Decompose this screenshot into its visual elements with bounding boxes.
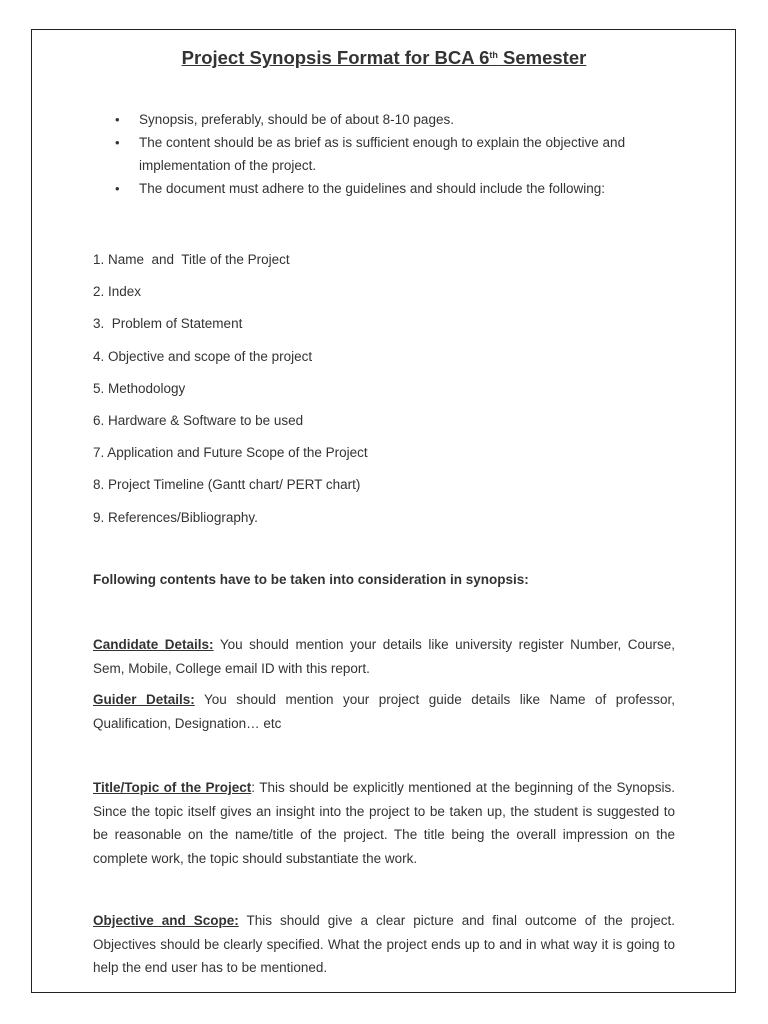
candidate-details-paragraph: Candidate Details: You should mention your details like university register Number, Course, Sem, Mobile, College email ID with this report. xyxy=(93,637,675,676)
title-topic-label: Title/Topic of the Project xyxy=(93,780,252,795)
contents-item: 1. Name and Title of the Project xyxy=(93,252,290,267)
guider-details-label: Guider Details: xyxy=(93,692,195,707)
bullet-item: • Synopsis, preferably, should be of about 8-10 pages. xyxy=(115,108,675,131)
contents-list xyxy=(93,250,368,540)
bullet-item: • The content should be as brief as is sufficient enough to explain the objective and implementation of the project. xyxy=(115,131,675,177)
contents-item: 7. Application and Future Scope of the Project xyxy=(93,445,368,461)
contents-item: 4. Objective and scope of the project xyxy=(93,348,313,364)
contents-item: 2. Index xyxy=(93,284,142,300)
page-title: Project Synopsis Format for BCA 6th Semester xyxy=(181,47,587,68)
title-superscript: th xyxy=(489,50,498,60)
consideration-heading: Following contents have to be taken into consideration in synopsis: xyxy=(93,572,529,587)
bullet-item: • The document must adhere to the guidelines and should include the following: xyxy=(115,177,675,200)
guider-details-paragraph: Guider Details: You should mention your project guide details like Name of professor, Qualification, Designation… etc xyxy=(93,692,675,731)
candidate-details-label: Candidate Details: xyxy=(93,637,214,652)
contents-item: 6. Hardware & Software to be used xyxy=(93,412,304,428)
objective-scope-label: Objective and Scope: xyxy=(93,913,239,928)
objective-scope-paragraph: Objective and Scope: This should give a clear picture and final outcome of the project. Objectives should be clearly specified. What the project ends up to and in what way it is going to help the end user has to be mentioned. xyxy=(93,913,675,975)
title-topic-paragraph: Title/Topic of the Project: This should be explicitly mentioned at the beginning of the Synopsis. Since the topic itself gives an insight into the project to be taken up, the student is suggested to be reasonable on the name/title of the project. The title being the overall impression on the complete work, the topic should substantiate the work. xyxy=(93,780,675,866)
contents-item: 3. Problem of Statement xyxy=(93,316,243,332)
contents-item: 5. Methodology xyxy=(93,380,186,396)
contents-item: 8. Project Timeline (Gantt chart/ PERT chart) xyxy=(93,477,361,493)
guideline-bullets xyxy=(115,108,675,200)
contents-item: 9. References/Bibliography. xyxy=(93,509,258,525)
